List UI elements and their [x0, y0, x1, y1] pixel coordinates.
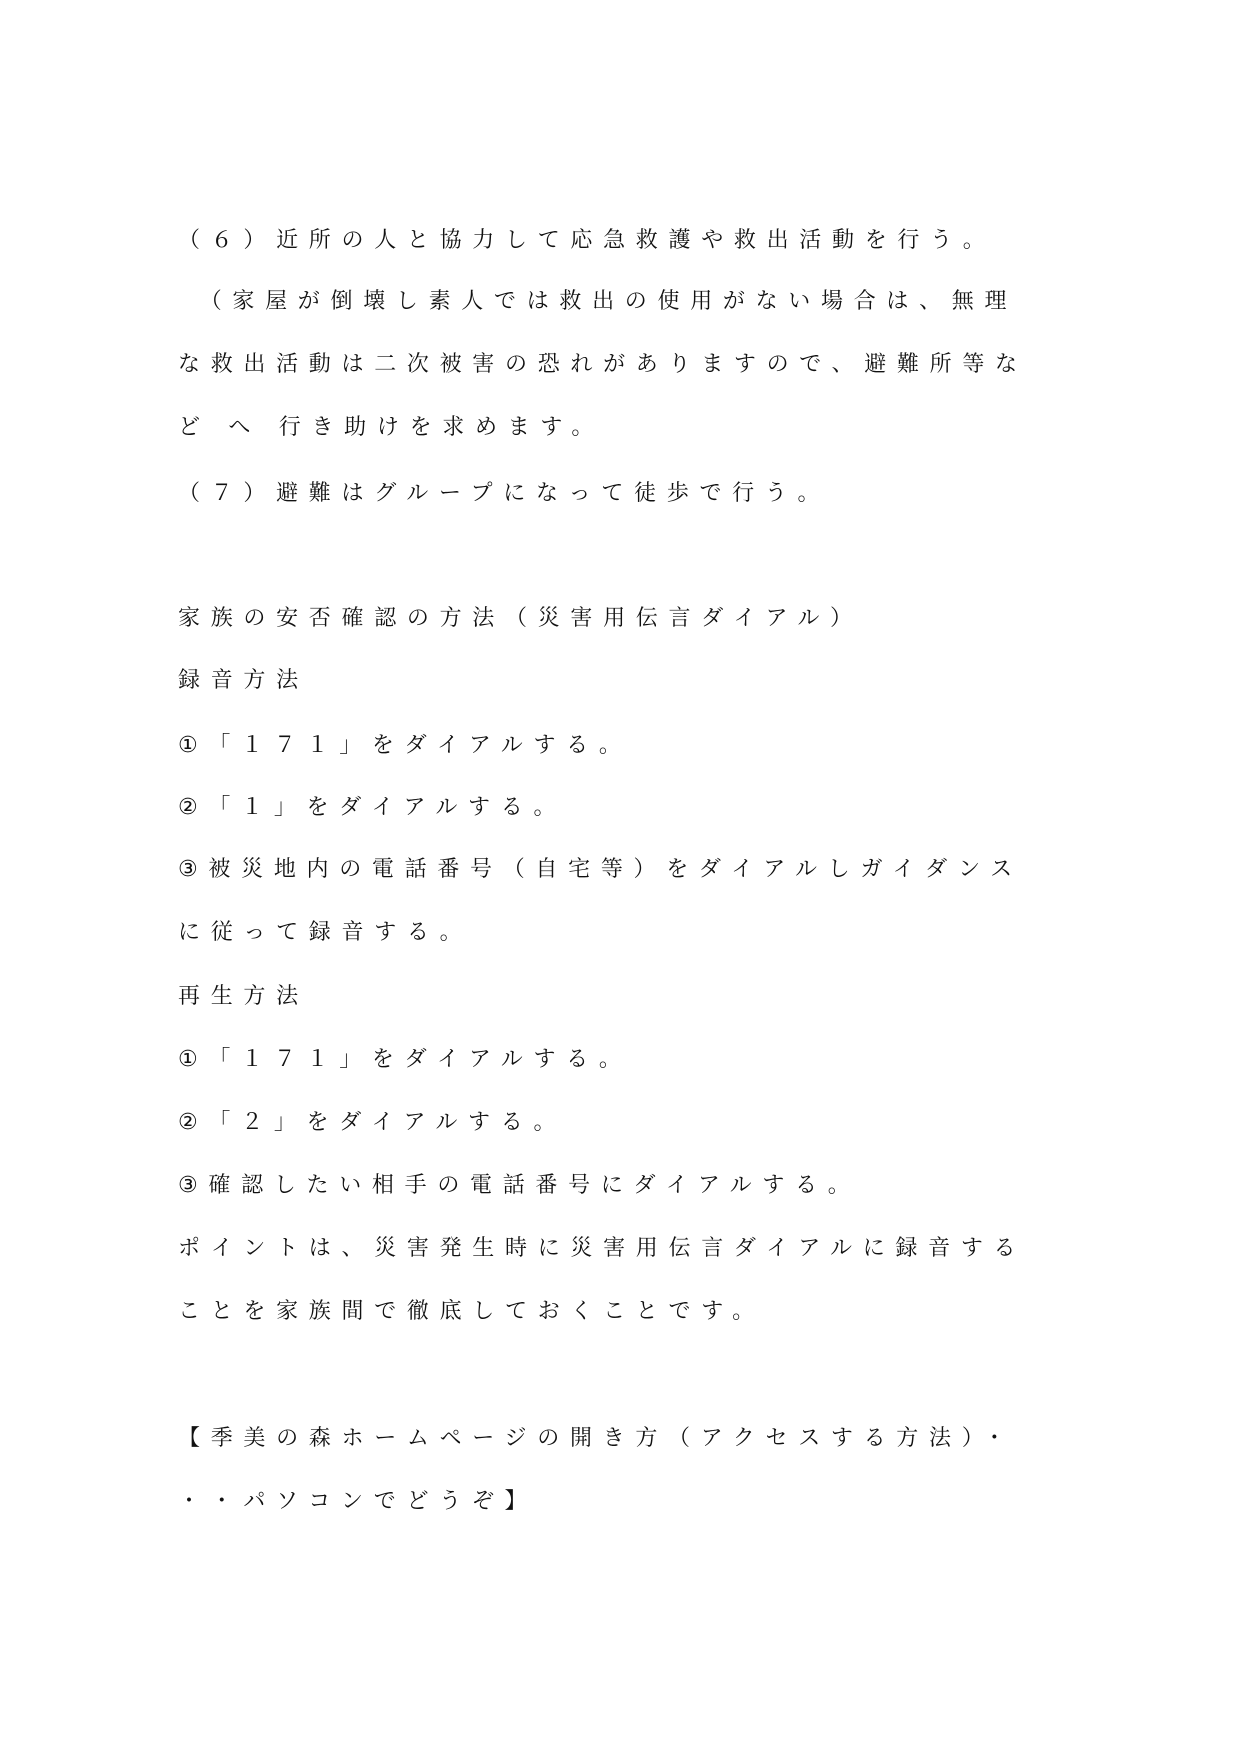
- recording-step-2: ②「１」をダイアルする。: [178, 795, 567, 820]
- text-line-note-3: ど へ 行き助けを求めます。: [178, 415, 605, 440]
- text-line-note-2: な救出活動は二次被害の恐れがありますので、避難所等な: [178, 352, 1028, 377]
- subheading-playback: 再生方法: [178, 984, 309, 1009]
- recording-step-3: ③被災地内の電話番号（自宅等）をダイアルしガイダンス: [178, 857, 1023, 882]
- playback-step-2: ②「２」をダイアルする。: [178, 1110, 567, 1135]
- playback-step-3: ③確認したい相手の電話番号にダイアルする。: [178, 1173, 861, 1198]
- text-line-item-6: （６）近所の人と協力して応急救護や救出活動を行う。: [178, 228, 996, 253]
- section-heading-safety-check: 家族の安否確認の方法（災害用伝言ダイアル）: [178, 606, 863, 631]
- homepage-heading-2: ・・パソコンでどうぞ】: [178, 1489, 538, 1514]
- homepage-heading-1: 【季美の森ホームページの開き方（アクセスする方法）・: [178, 1426, 1017, 1451]
- point-line-2: ことを家族間で徹底しておくことです。: [178, 1299, 765, 1324]
- recording-step-1: ①「１７１」をダイアルする。: [178, 733, 632, 758]
- text-line-item-7: （７）避難はグループになって徒歩で行う。: [178, 481, 831, 506]
- recording-step-3-cont: に従って録音する。: [178, 920, 473, 945]
- subheading-recording: 録音方法: [178, 668, 309, 693]
- point-line-1: ポイントは、災害発生時に災害用伝言ダイアルに録音する: [178, 1236, 1027, 1261]
- text-line-note-1: （家屋が倒壊し素人では救出の使用がない場合は、無理: [178, 289, 1018, 314]
- playback-step-1: ①「１７１」をダイアルする。: [178, 1047, 632, 1072]
